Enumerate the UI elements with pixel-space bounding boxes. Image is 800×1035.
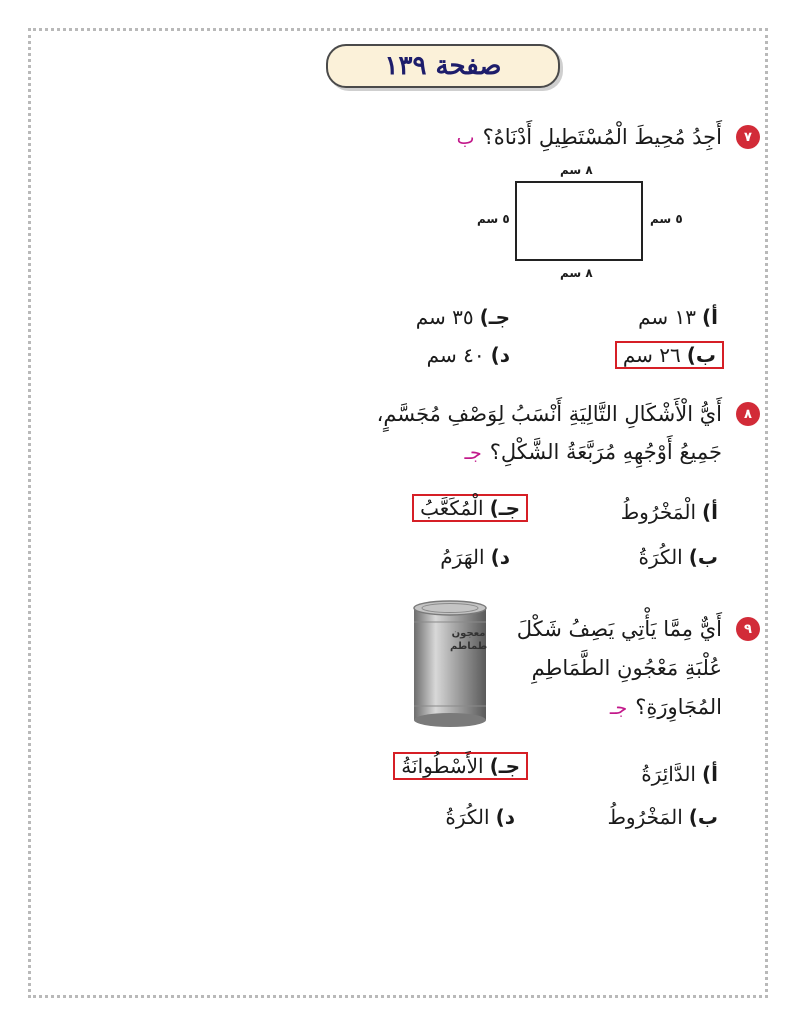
q9-option-a[interactable] [641, 762, 718, 786]
rect-top-dimension: ٨ سم [560, 163, 593, 177]
q8-option-c-selected[interactable] [412, 494, 528, 522]
q9-option-c-selected[interactable] [393, 752, 528, 780]
question-9-answer: جـ [609, 697, 628, 719]
can-label [450, 627, 487, 653]
q7-option-a-text: ١٣ سم [638, 305, 696, 329]
q7-option-d-letter: د) [490, 343, 510, 367]
question-9-line-3 [610, 687, 722, 728]
q8-option-b[interactable] [639, 545, 718, 569]
q7-option-a[interactable] [638, 305, 718, 329]
q9-option-d[interactable] [445, 805, 515, 829]
q9-option-c-text: الأَسْطُوانَةُ [401, 754, 484, 778]
q9-option-b[interactable] [607, 805, 718, 829]
question-7-text [457, 117, 722, 158]
can-label-line-2: طماطم [450, 641, 488, 652]
question-7-badge: ٧ [736, 125, 760, 149]
q8-option-a[interactable] [621, 500, 718, 524]
q7-option-c[interactable] [416, 305, 510, 329]
rect-bottom-dimension: ٨ سم [560, 266, 593, 280]
question-8-badge: ٨ [736, 402, 760, 426]
question-7-prompt: أَجِدُ مُحِيطَ الْمُسْتَطِيلِ أَدْنَاهُ؟ [482, 125, 722, 149]
tomato-paste-can-image [412, 600, 488, 728]
q7-option-b-letter: ب) [686, 343, 716, 367]
q8-option-a-letter: أ) [702, 500, 718, 524]
question-8-prompt: جَمِيعُ أَوْجُهِهِ مُرَبَّعَةُ الشَّكْلِ؟ [489, 440, 722, 464]
q8-option-b-text: الكُرَةُ [638, 545, 683, 569]
question-7-answer: ب [456, 127, 475, 149]
q8-option-a-text: الْمَخْرُوطُ [620, 500, 696, 524]
question-9-line-1: أَيٌّ مِمَّا يَأْتِي يَصِفُ شَكْلَ [516, 617, 722, 641]
rect-left-dimension: ٥ سم [477, 212, 510, 226]
q9-option-d-letter: د) [495, 805, 515, 829]
question-8-line-2 [464, 432, 722, 473]
q8-option-c-letter: جـ) [489, 496, 520, 520]
can-label-line-1: معجون [451, 628, 486, 639]
q7-option-b-selected[interactable] [615, 341, 724, 369]
q9-option-b-letter: ب) [688, 805, 718, 829]
question-9-line-2: عُلْبَةِ مَعْجُونِ الطَّمَاطِمِ [531, 656, 722, 680]
rect-right-dimension: ٥ سم [650, 212, 683, 226]
q8-option-d[interactable] [440, 545, 510, 569]
question-8-line-1: أَيُّ الْأَشْكَالِ التَّالِيَةِ أَنْسَبُ لِوَصْفِ مُجَسَّمٍ، [376, 402, 722, 426]
q8-option-d-text: الهَرَمُ [440, 545, 485, 569]
q9-option-d-text: الكُرَةُ [445, 805, 490, 829]
q7-option-a-letter: أ) [702, 305, 718, 329]
q7-option-d-text: ٤٠ سم [426, 343, 485, 367]
question-9-prompt: المُجَاوِرَةِ؟ [635, 695, 722, 719]
q7-option-d[interactable] [427, 343, 510, 367]
q9-option-c-letter: جـ) [489, 754, 520, 778]
q7-option-b-text: ٢٦ سم [622, 343, 681, 367]
q9-option-a-letter: أ) [702, 762, 718, 786]
q9-option-a-text: الدَّائِرَةُ [641, 762, 696, 786]
page-title: صفحة ١٣٩ [326, 44, 560, 88]
question-9-badge: ٩ [736, 617, 760, 641]
q7-option-c-text: ٣٥ سم [415, 305, 474, 329]
question-8-answer: جـ [464, 442, 482, 464]
q7-option-c-letter: جـ) [479, 305, 510, 329]
q8-option-b-letter: ب) [688, 545, 718, 569]
q9-option-b-text: المَخْرُوطُ [607, 805, 683, 829]
q8-option-d-letter: د) [490, 545, 510, 569]
rectangle-figure [515, 181, 643, 261]
q8-option-c-text: الْمُكَعَّبُ [420, 496, 484, 520]
